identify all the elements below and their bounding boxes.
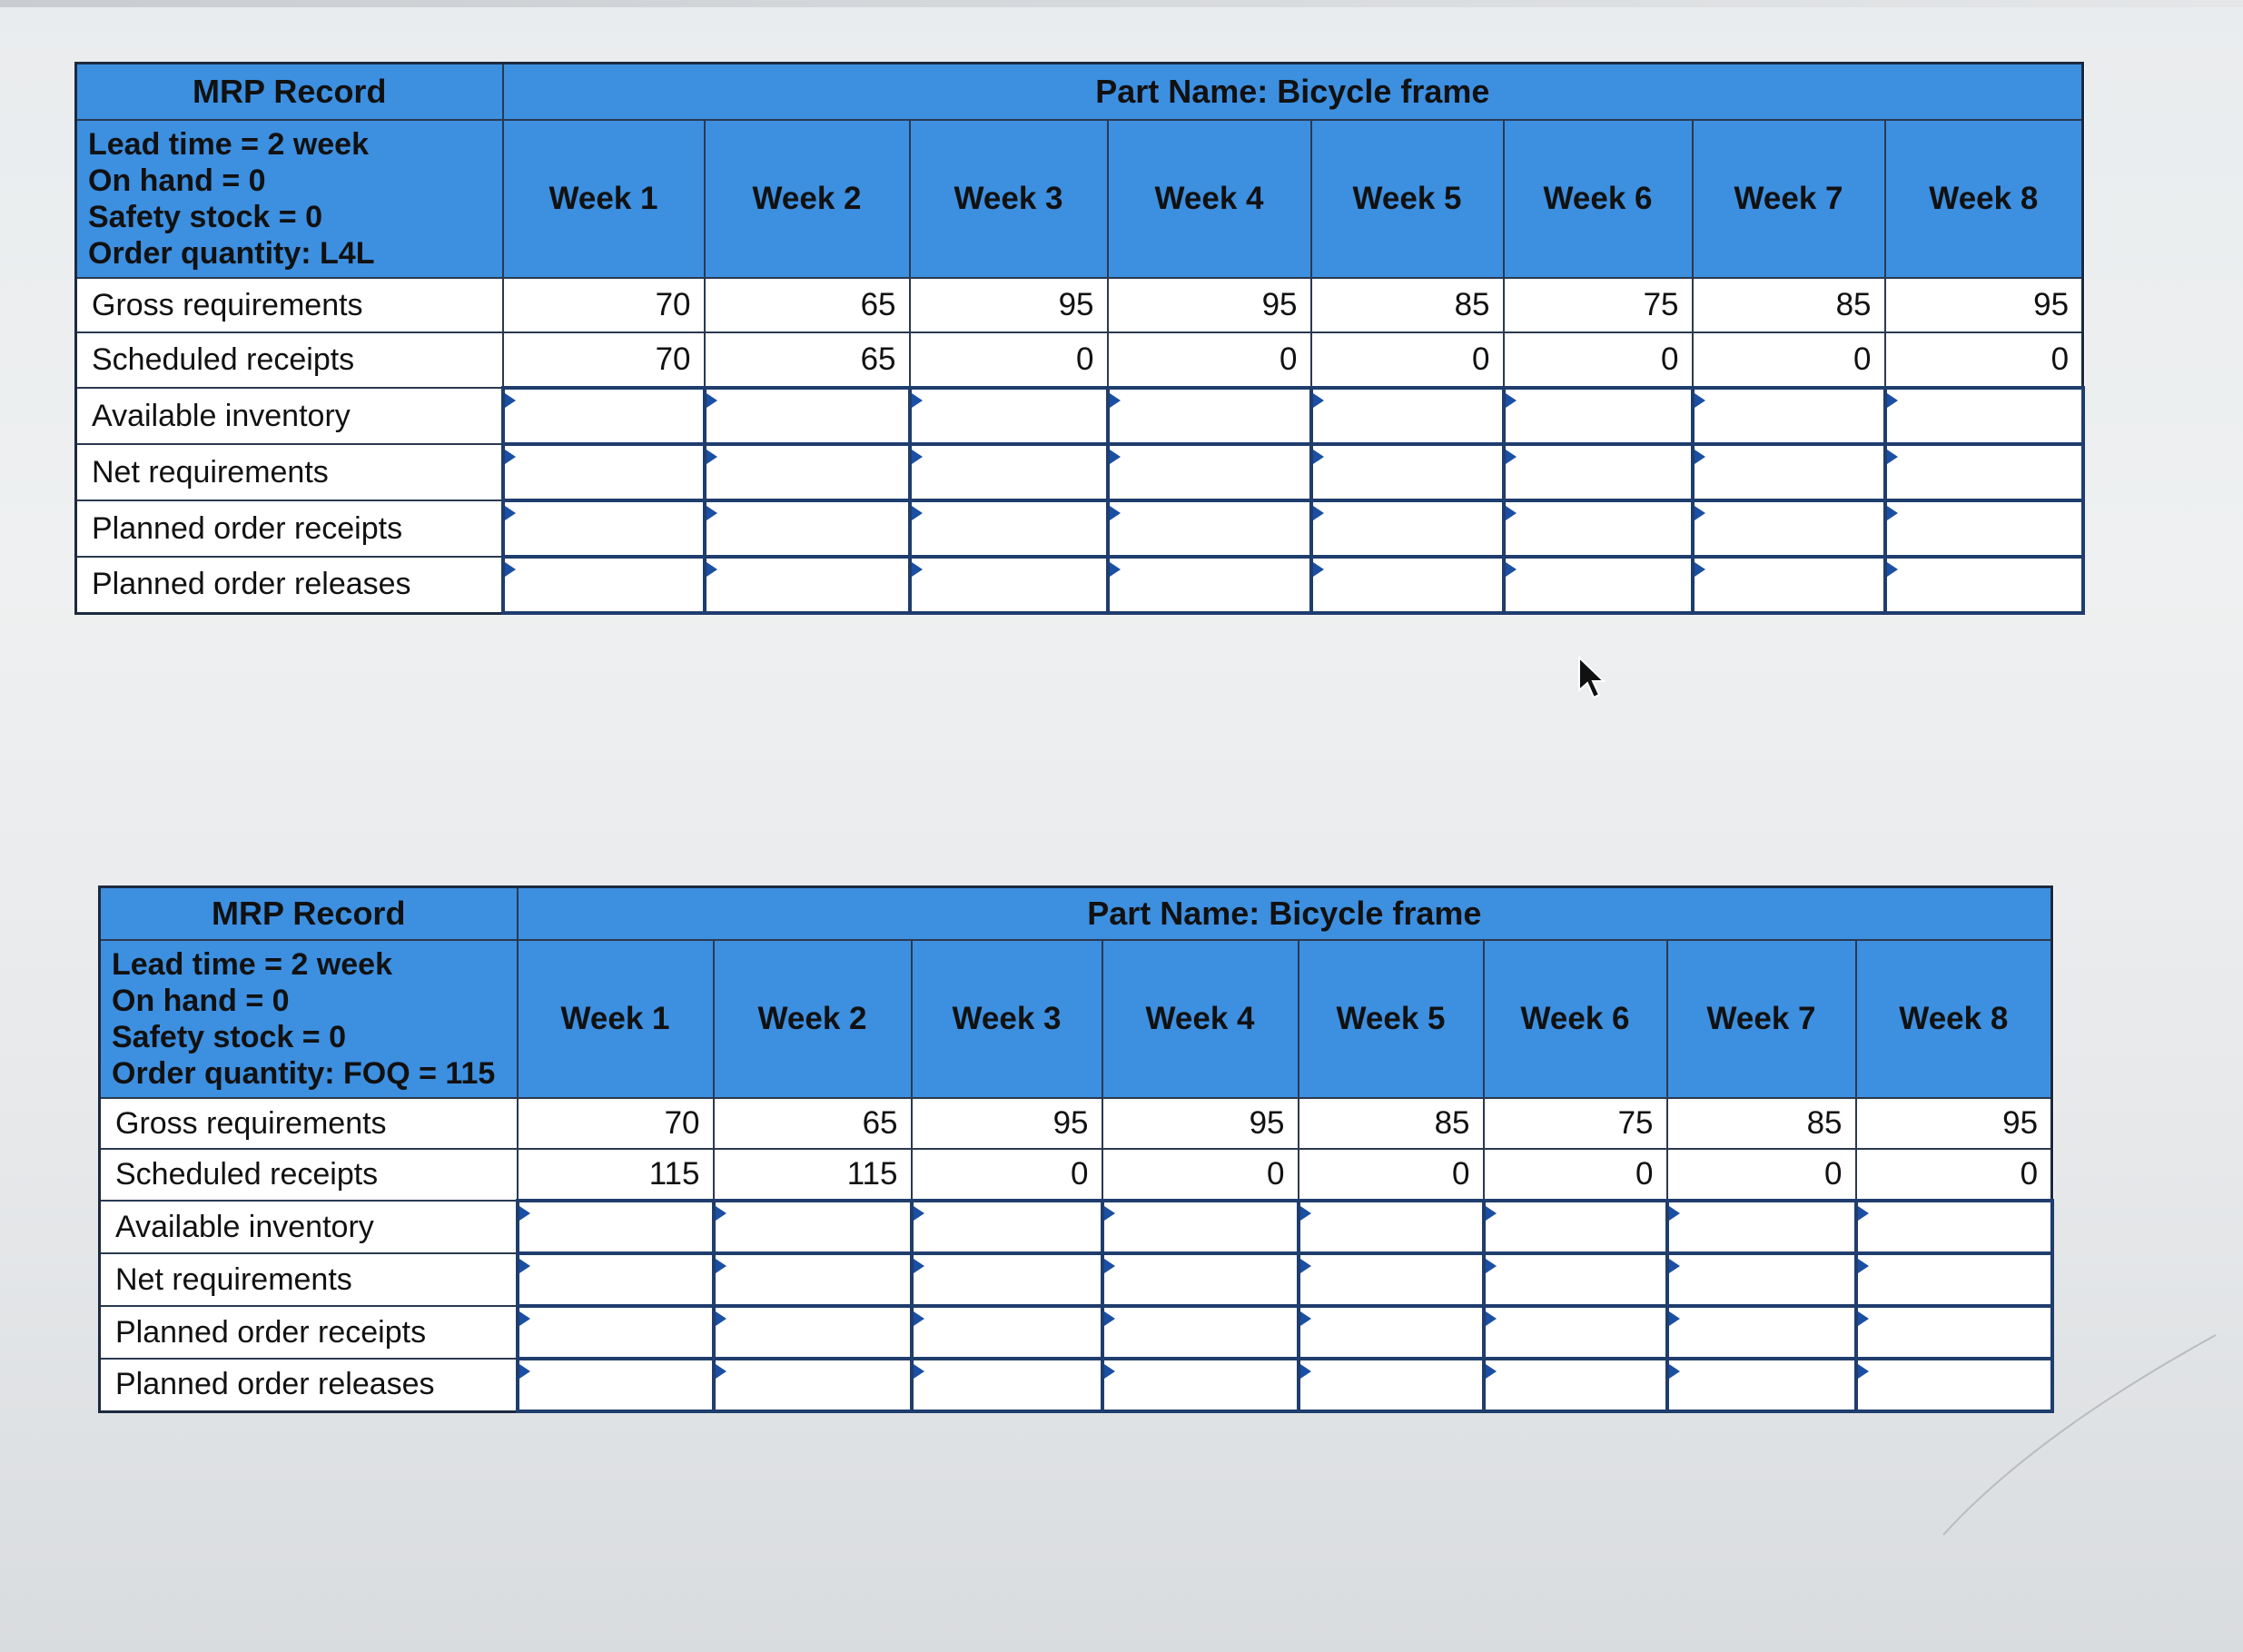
available-inventory-input[interactable] — [716, 1202, 910, 1251]
week-header: Week 4 — [1108, 120, 1311, 278]
available-inventory-input[interactable] — [1887, 390, 2081, 442]
available-inventory-input[interactable] — [1669, 1202, 1854, 1251]
scheduled-value: 0 — [1484, 1149, 1667, 1201]
input-flag-icon — [1695, 393, 1705, 408]
gross-value: 95 — [1885, 278, 2083, 332]
gross-requirements-row — [100, 1098, 2052, 1149]
input-flag-icon — [1110, 506, 1121, 520]
planned-order-releases-input[interactable] — [1887, 559, 2081, 611]
week-header: Week 4 — [1102, 940, 1299, 1098]
input-flag-icon — [1110, 562, 1121, 577]
input-flag-icon — [716, 1206, 726, 1221]
order-quantity-label: Order quantity: L4L — [88, 236, 375, 271]
net-requirements-input[interactable] — [1695, 446, 1883, 499]
week-header: Week 1 — [503, 120, 705, 278]
input-flag-icon — [1313, 562, 1324, 577]
week-header: Week 2 — [714, 940, 912, 1098]
net-requirements-row — [100, 1253, 2052, 1306]
available-inventory-input[interactable] — [914, 1202, 1101, 1251]
net-requirements-label: Net requirements — [100, 1253, 518, 1306]
net-requirements-input[interactable] — [716, 1255, 910, 1304]
net-requirements-input[interactable] — [914, 1255, 1101, 1304]
gross-value: 70 — [503, 278, 705, 332]
planned-order-receipts-input[interactable] — [505, 502, 703, 555]
input-flag-icon — [706, 393, 717, 408]
planned-order-receipts-label: Planned order receipts — [76, 500, 503, 557]
planned-order-receipts-input[interactable] — [706, 502, 908, 555]
scheduled-value: 115 — [518, 1149, 714, 1201]
input-flag-icon — [1506, 506, 1517, 520]
input-flag-icon — [1313, 393, 1324, 408]
scheduled-value: 0 — [1102, 1149, 1299, 1201]
available-inventory-input[interactable] — [1506, 390, 1691, 442]
available-inventory-input[interactable] — [1695, 390, 1883, 442]
record-parameters — [100, 940, 518, 1098]
input-flag-icon — [914, 1364, 924, 1379]
net-requirements-input[interactable] — [1110, 446, 1309, 499]
input-flag-icon — [914, 1259, 924, 1273]
scheduled-value: 0 — [1693, 332, 1885, 388]
planned-order-receipts-input[interactable] — [1669, 1308, 1854, 1357]
week-header: Week 3 — [910, 120, 1108, 278]
available-inventory-input[interactable] — [505, 390, 703, 442]
input-flag-icon — [1669, 1364, 1680, 1379]
input-flag-icon — [912, 562, 923, 577]
input-flag-icon — [716, 1259, 726, 1273]
available-inventory-input[interactable] — [1858, 1202, 2050, 1251]
record-parameters — [76, 120, 503, 278]
planned-order-releases-input[interactable] — [1313, 559, 1502, 611]
week-header: Week 7 — [1693, 120, 1885, 278]
planned-order-releases-label: Planned order releases — [100, 1359, 518, 1411]
input-flag-icon — [1300, 1364, 1311, 1379]
gross-requirements-label: Gross requirements — [100, 1098, 518, 1149]
planned-order-receipts-label: Planned order receipts — [100, 1306, 518, 1359]
scheduled-receipts-row — [76, 332, 2083, 388]
planned-order-releases-input[interactable] — [1104, 1360, 1297, 1410]
input-flag-icon — [1887, 393, 1898, 408]
week-header: Week 5 — [1311, 120, 1504, 278]
input-flag-icon — [505, 450, 516, 464]
planned-order-releases-input[interactable] — [1669, 1360, 1854, 1410]
top-edge — [0, 0, 2243, 7]
input-flag-icon — [1486, 1206, 1497, 1221]
scheduled-receipts-label: Scheduled receipts — [76, 332, 503, 388]
planned-order-receipts-row — [100, 1306, 2052, 1359]
input-flag-icon — [912, 393, 923, 408]
input-flag-icon — [1887, 506, 1898, 520]
input-flag-icon — [1486, 1311, 1497, 1326]
planned-order-releases-row — [76, 557, 2083, 613]
scheduled-value: 0 — [1885, 332, 2083, 388]
available-inventory-input[interactable] — [1104, 1202, 1297, 1251]
input-flag-icon — [519, 1364, 530, 1379]
planned-order-releases-input[interactable] — [505, 559, 703, 611]
scheduled-receipts-label: Scheduled receipts — [100, 1149, 518, 1201]
lead-time-label: Lead time = 2 week — [88, 127, 369, 162]
net-requirements-input[interactable] — [1104, 1255, 1297, 1304]
gross-value: 70 — [518, 1098, 714, 1149]
planned-order-releases-input[interactable] — [706, 559, 908, 611]
input-flag-icon — [1300, 1259, 1311, 1273]
gross-value: 85 — [1693, 278, 1885, 332]
input-flag-icon — [1669, 1259, 1680, 1273]
gross-value: 95 — [1108, 278, 1311, 332]
input-flag-icon — [1858, 1364, 1869, 1379]
input-flag-icon — [1313, 450, 1324, 464]
scheduled-value: 0 — [1504, 332, 1693, 388]
input-flag-icon — [706, 450, 717, 464]
planned-order-receipts-row — [76, 500, 2083, 557]
planned-order-receipts-input[interactable] — [716, 1308, 910, 1357]
scheduled-value: 0 — [1311, 332, 1504, 388]
planned-order-releases-input[interactable] — [1300, 1360, 1482, 1410]
gross-requirements-label: Gross requirements — [76, 278, 503, 332]
safety-stock-label: Safety stock = 0 — [112, 1020, 346, 1054]
planned-order-receipts-input[interactable] — [1887, 502, 2081, 555]
planned-order-receipts-input[interactable] — [1104, 1308, 1297, 1357]
input-flag-icon — [1104, 1206, 1115, 1221]
scheduled-value: 0 — [912, 1149, 1102, 1201]
available-inventory-input[interactable] — [912, 390, 1106, 442]
net-requirements-input[interactable] — [1486, 1255, 1665, 1304]
net-requirements-input[interactable] — [912, 446, 1106, 499]
input-flag-icon — [1669, 1206, 1680, 1221]
screen-scratch-mark — [1925, 1326, 2225, 1544]
input-flag-icon — [1110, 450, 1121, 464]
planned-order-releases-input[interactable] — [914, 1360, 1101, 1410]
input-flag-icon — [912, 506, 923, 520]
net-requirements-input[interactable] — [1506, 446, 1691, 499]
week-header: Week 8 — [1885, 120, 2083, 278]
gross-requirements-row — [76, 278, 2083, 332]
input-flag-icon — [1300, 1311, 1311, 1326]
planned-order-receipts-input[interactable] — [519, 1308, 712, 1357]
net-requirements-input[interactable] — [1887, 446, 2081, 499]
gross-value: 95 — [1102, 1098, 1299, 1149]
available-inventory-input[interactable] — [519, 1202, 712, 1251]
input-flag-icon — [1486, 1364, 1497, 1379]
week-header: Week 8 — [1856, 940, 2052, 1098]
planned-order-receipts-input[interactable] — [1695, 502, 1883, 555]
planned-order-releases-row — [100, 1359, 2052, 1411]
gross-value: 65 — [714, 1098, 912, 1149]
scheduled-value: 115 — [714, 1149, 912, 1201]
planned-order-receipts-input[interactable] — [1486, 1308, 1665, 1357]
planned-order-releases-input[interactable] — [912, 559, 1106, 611]
scheduled-receipts-row — [100, 1149, 2052, 1201]
week-header: Week 2 — [705, 120, 910, 278]
planned-order-receipts-input[interactable] — [912, 502, 1106, 555]
planned-order-releases-input[interactable] — [1695, 559, 1883, 611]
net-requirements-input[interactable] — [706, 446, 908, 499]
available-inventory-input[interactable] — [706, 390, 908, 442]
input-flag-icon — [1887, 562, 1898, 577]
available-inventory-input[interactable] — [1110, 390, 1309, 442]
planned-order-releases-label: Planned order releases — [76, 557, 503, 613]
input-flag-icon — [519, 1311, 530, 1326]
gross-value: 95 — [1856, 1098, 2052, 1149]
input-flag-icon — [505, 506, 516, 520]
scheduled-value: 65 — [705, 332, 910, 388]
planned-order-receipts-input[interactable] — [1506, 502, 1691, 555]
gross-value: 95 — [912, 1098, 1102, 1149]
net-requirements-input[interactable] — [1300, 1255, 1482, 1304]
gross-value: 95 — [910, 278, 1108, 332]
week-header: Week 7 — [1667, 940, 1856, 1098]
gross-value: 85 — [1299, 1098, 1484, 1149]
input-flag-icon — [505, 393, 516, 408]
gross-value: 75 — [1504, 278, 1693, 332]
input-flag-icon — [1104, 1259, 1115, 1273]
gross-value: 85 — [1311, 278, 1504, 332]
planned-order-releases-input[interactable] — [1110, 559, 1309, 611]
on-hand-label: On hand = 0 — [88, 163, 266, 198]
input-flag-icon — [1506, 393, 1517, 408]
planned-order-releases-input[interactable] — [716, 1360, 910, 1410]
net-requirements-input[interactable] — [519, 1255, 712, 1304]
scheduled-value: 0 — [1667, 1149, 1856, 1201]
planned-order-releases-input[interactable] — [1506, 559, 1691, 611]
available-inventory-row — [76, 388, 2083, 444]
net-requirements-row — [76, 444, 2083, 500]
input-flag-icon — [716, 1311, 726, 1326]
safety-stock-label: Safety stock = 0 — [88, 200, 322, 234]
scheduled-value: 70 — [503, 332, 705, 388]
week-header: Week 5 — [1299, 940, 1484, 1098]
input-flag-icon — [519, 1259, 530, 1273]
input-flag-icon — [706, 562, 717, 577]
scheduled-value: 0 — [1856, 1149, 2052, 1201]
mrp-record-table-l4l — [74, 62, 2085, 615]
planned-order-receipts-input[interactable] — [914, 1308, 1101, 1357]
on-hand-label: On hand = 0 — [112, 984, 290, 1018]
input-flag-icon — [1695, 450, 1705, 464]
input-flag-icon — [1486, 1259, 1497, 1273]
net-requirements-label: Net requirements — [76, 444, 503, 500]
scheduled-value: 0 — [1108, 332, 1311, 388]
planned-order-receipts-input[interactable] — [1300, 1308, 1482, 1357]
lead-time-label: Lead time = 2 week — [112, 947, 392, 982]
input-flag-icon — [1300, 1206, 1311, 1221]
available-inventory-label: Available inventory — [100, 1201, 518, 1253]
week-header: Week 1 — [518, 940, 714, 1098]
mrp-record-heading: MRP Record — [100, 887, 518, 941]
part-name-heading: Part Name: Bicycle frame — [518, 887, 2052, 941]
net-requirements-input[interactable] — [1858, 1255, 2050, 1304]
mrp-record-heading: MRP Record — [76, 64, 503, 121]
input-flag-icon — [1110, 393, 1121, 408]
gross-value: 65 — [705, 278, 910, 332]
available-inventory-input[interactable] — [1300, 1202, 1482, 1251]
net-requirements-input[interactable] — [1669, 1255, 1854, 1304]
input-flag-icon — [1695, 506, 1705, 520]
available-inventory-input[interactable] — [1313, 390, 1502, 442]
input-flag-icon — [1506, 450, 1517, 464]
input-flag-icon — [1104, 1311, 1115, 1326]
input-flag-icon — [1858, 1206, 1869, 1221]
available-inventory-input[interactable] — [1486, 1202, 1665, 1251]
mouse-pointer-icon — [1576, 656, 1612, 701]
input-flag-icon — [1887, 450, 1898, 464]
order-quantity-label: Order quantity: FOQ = 115 — [112, 1056, 496, 1091]
planned-order-releases-input[interactable] — [1486, 1360, 1665, 1410]
input-flag-icon — [1669, 1311, 1680, 1326]
input-flag-icon — [1858, 1311, 1869, 1326]
gross-value: 85 — [1667, 1098, 1856, 1149]
planned-order-releases-input[interactable] — [519, 1360, 712, 1410]
planned-order-receipts-input[interactable] — [1110, 502, 1309, 555]
planned-order-receipts-input[interactable] — [1313, 502, 1502, 555]
input-flag-icon — [1313, 506, 1324, 520]
input-flag-icon — [706, 506, 717, 520]
scheduled-value: 0 — [1299, 1149, 1484, 1201]
scheduled-value: 0 — [910, 332, 1108, 388]
mrp-record-table-foq — [98, 885, 2054, 1413]
input-flag-icon — [914, 1311, 924, 1326]
gross-value: 75 — [1484, 1098, 1667, 1149]
net-requirements-input[interactable] — [505, 446, 703, 499]
available-inventory-label: Available inventory — [76, 388, 503, 444]
input-flag-icon — [505, 562, 516, 577]
input-flag-icon — [1858, 1259, 1869, 1273]
input-flag-icon — [912, 450, 923, 464]
input-flag-icon — [1506, 562, 1517, 577]
net-requirements-input[interactable] — [1313, 446, 1502, 499]
input-flag-icon — [914, 1206, 924, 1221]
input-flag-icon — [716, 1364, 726, 1379]
part-name-heading: Part Name: Bicycle frame — [503, 64, 2083, 121]
input-flag-icon — [1104, 1364, 1115, 1379]
input-flag-icon — [1695, 562, 1705, 577]
week-header: Week 3 — [912, 940, 1102, 1098]
week-header: Week 6 — [1504, 120, 1693, 278]
week-header: Week 6 — [1484, 940, 1667, 1098]
input-flag-icon — [519, 1206, 530, 1221]
available-inventory-row — [100, 1201, 2052, 1253]
